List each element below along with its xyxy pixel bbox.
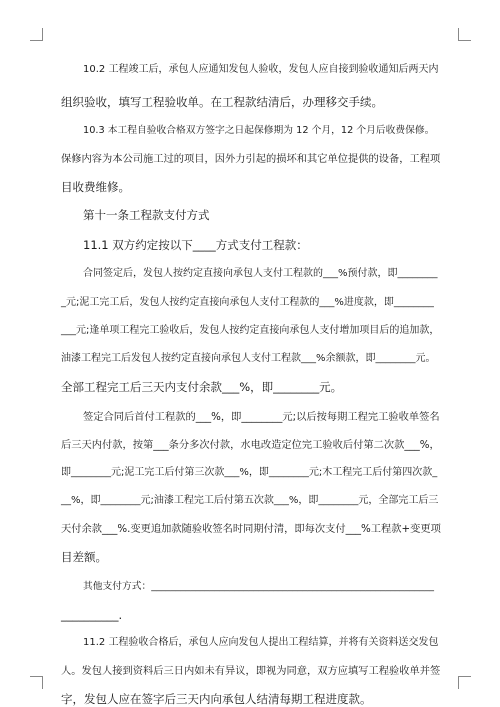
payment-option-2-line-3: 即________元;泥工完工后付第三次款___%，即________元;木工程完工后付第四次款_ [61,467,438,478]
clause-10-2-line-2: 组织验收，填写工程验收单。在工程款结清后，办理移交手续。 [61,95,383,109]
payment-option-2-line-5: 天付余款___%.变更追加款随验收签名时同期付清，即每次支付___%工程款+变更项 [61,523,441,535]
clause-11-2-line-3: 字，发包人应在签字后三天内向承包人结清每期工程进度款。 [61,692,372,706]
crop-mark-top-left [30,28,43,41]
payment-option-2-line-1: 签定合同后首付工程款的___%，即________元;以后按每期工程完工验收单签名 [83,411,440,423]
article-11-heading: 第十一条工程款支付方式 [83,208,210,222]
payment-option-1-line-3: ___元;逢单项工程完工验收后，发包人按约定直接向承包人支付增加项目后的追加款， [61,325,440,336]
payment-option-2-line-2: 后三天内付款，按第___条分多次付款，水电改造定位完工验收后付第二次款___%， [61,439,440,451]
clause-11-2-line-1: 11.2 工程验收合格后，承包人应向发包人提出工程结算，并将有关资料送交发包 [83,637,439,648]
payment-option-2-line-4: __%，即________元;油漆工程完工后付第五次款___%，即________元，全部完工后三 [61,495,439,506]
payment-option-1-line-5: 全部工程完工后三天内支付余款___%，即________元。 [61,380,343,394]
other-payment-line-1: 其他支付方式：__________________________________________________________ [83,581,434,592]
other-payment-line-2: __________. [61,608,123,622]
clause-11-1-line-1: 11.1 双方约定按以下____方式支付工程款： [83,238,308,252]
crop-mark-bottom-right [458,676,471,689]
clause-10-3-line-3: 目收费维修。 [61,180,130,194]
payment-option-1-line-2: _元;泥工完工后，发包人按约定直接向承包人支付工程款的___%进度款，即________ [61,297,434,308]
crop-mark-top-right [458,28,471,41]
crop-mark-bottom-left [30,676,43,689]
payment-option-2-line-6: 目差额。 [61,550,107,564]
clause-10-3-line-1: 10.3 本工程自验收合格双方签字之日起保修期为 12 个月，12 个月后收费保修。 [83,125,435,136]
clause-11-2-line-2: 人。发包人接到资料后三日内如未有异议，即视为同意，双方应填写工程验收单并签 [61,665,441,677]
payment-option-1-line-1: 合同签定后，发包人按约定直接向承包人支付工程款的___%预付款，即________ [83,268,438,279]
clause-10-2-line-1: 10.2 工程竣工后，承包人应通知发包人验收，发包人应自接到验收通知后两天内 [83,64,439,75]
payment-option-1-line-4: 油漆工程完工后发包人按约定直接向承包人支付工程款___%余额款，即________元。 [61,353,436,364]
clause-10-3-line-2: 保修内容为本公司施工过的项目，因外力引起的损坏和其它单位提供的设备，工程项 [61,153,441,165]
